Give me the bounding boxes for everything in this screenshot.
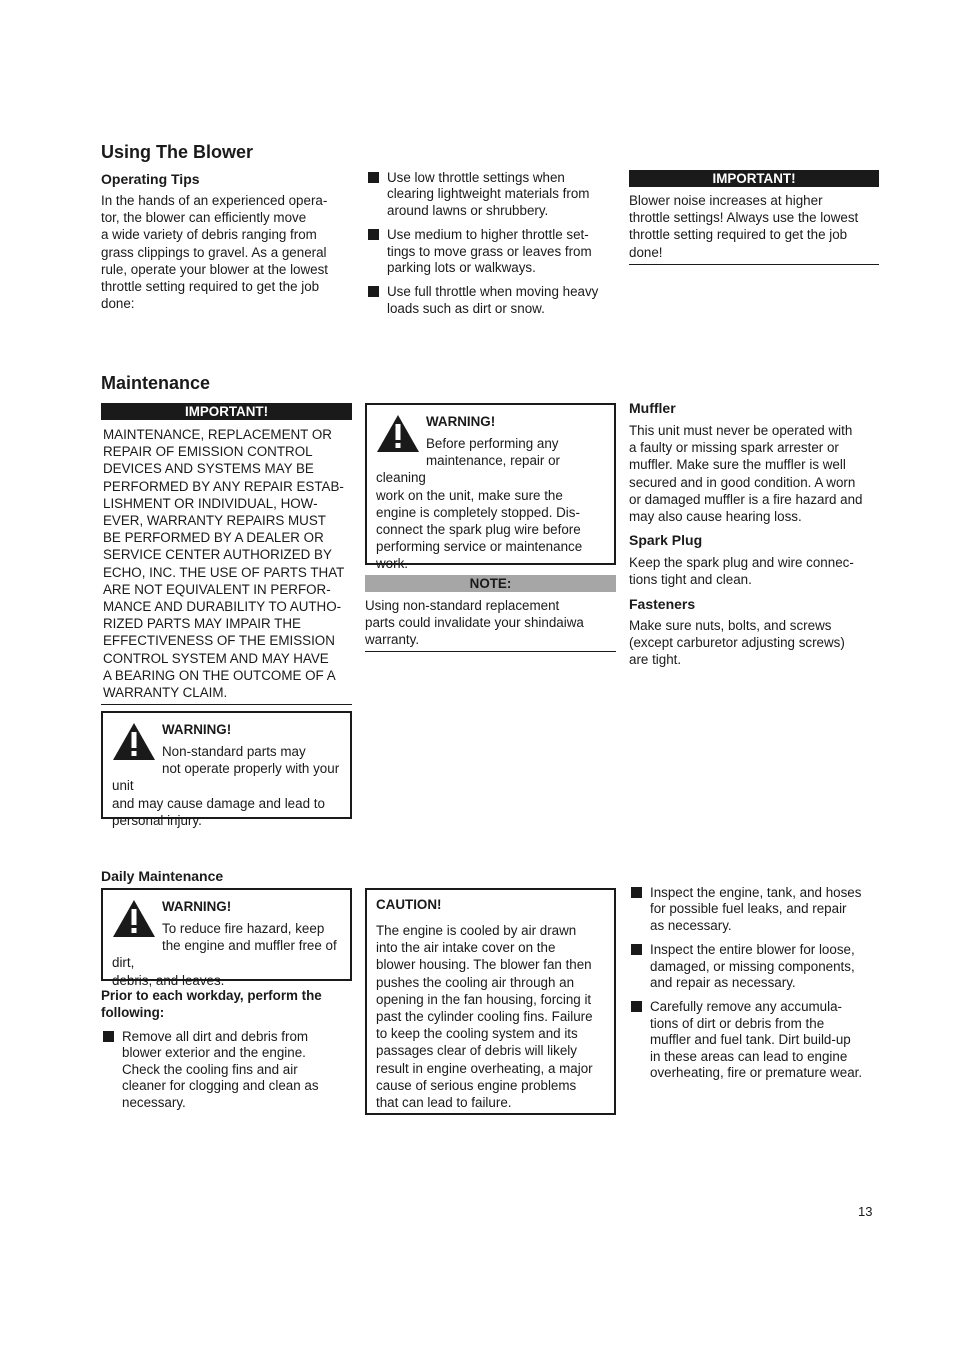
operating-tips-text: In the hands of an experienced opera- tor, the blower can efficiently move a wide variety of debris ranging from grass clippings to gravel. As a general rule, operate your blower at the lowest throttle setting required to get the job done: <box>101 193 329 312</box>
warning-label: WARNING! <box>162 722 232 737</box>
spark-plug-text: Keep the spark plug and wire connec- tions tight and clean. <box>629 555 854 588</box>
important-emission-box <box>101 403 352 705</box>
warning-stop-engine-text: Before performing any maintenance, repair or cleaning work on the unit, make sure the engine is completely stopped. Dis- connect the spark plug wire before performing service or maintenance work. <box>376 436 583 572</box>
important-noise-text: Blower noise increases at higher throttle settings! Always use the lowest throttle setting required to get the job done! <box>629 193 859 260</box>
warning-stop-engine-box <box>365 403 616 572</box>
bullet-square-icon <box>368 229 379 240</box>
caution-cooling-text: The engine is cooled by air drawn into the air intake cover on the blower housing. The blower fan then pushes the cooling air through an opening in the fan housing, forcing it past the cylinder cooling fins. Failure to keep the cooling system and its passages clear of debris will likely result in engine overheating, a major cause of serious engine problems that can lead to failure. <box>376 923 593 1111</box>
bullet-square-icon <box>368 172 379 183</box>
warning-triangle-icon <box>376 413 420 453</box>
bullet-item: Use full throttle when moving heavy loads such as dirt or snow. <box>366 284 616 317</box>
muffler-text: This unit must never be operated with a faulty or missing spark arrester or muffler. Make sure the muffler is well secured and in good condition. A worn or damaged muffler is a fire hazard and may also cause hearing loss. <box>629 423 863 525</box>
throttle-bullet-list <box>366 170 616 325</box>
important-emission-text: MAINTENANCE, REPLACEMENT OR REPAIR OF EMISSION CONTROL DEVICES AND SYSTEMS MAY BE PERFORMED BY ANY REPAIR ESTAB- LISHMENT OR INDIVIDUAL, HOW- EVER, WARRANTY REPAIRS MUST BE PERFORMED BY A DEALER OR SERVICE CENTER AUTHORIZED BY ECHO, INC. THE USE OF PARTS THAT ARE NOT EQUIVALENT IN PERFOR- MANCE AND DURABILITY TO AUTHO- RIZED PARTS MAY IMPAIR THE EFFECTIVENESS OF THE EMISSION CONTROL SYSTEM AND MAY HAVE A BEARING ON THE OUTCOME OF A WARRANTY CLAIM. <box>103 427 345 701</box>
bullet-square-icon <box>631 944 642 955</box>
warning-triangle-icon <box>112 898 156 938</box>
important-noise-box <box>629 170 879 265</box>
warning-nonstandard-box <box>101 711 352 828</box>
warning-label: WARNING! <box>426 414 496 429</box>
fasteners-text: Make sure nuts, bolts, and screws (except carburetor adjusting screws) are tight. <box>629 618 845 668</box>
bullet-item: Use low throttle settings when clearing lightweight materials from around lawns or shrubbery. <box>366 170 616 219</box>
prior-workday-heading: Prior to each workday, perform the following: <box>101 988 322 1021</box>
warning-nonstandard-text: Non-standard parts may not operate properly with your unit and may cause damage and lead to personal injury. <box>112 744 340 828</box>
bullet-square-icon <box>631 887 642 898</box>
warning-triangle-icon <box>112 721 156 761</box>
warning-fire-hazard-box <box>101 888 352 988</box>
bullet-square-icon <box>368 286 379 297</box>
note-label: NOTE: <box>365 575 616 592</box>
fasteners-heading: Fasteners <box>629 596 696 612</box>
daily-maintenance-heading: Daily Maintenance <box>101 868 224 884</box>
bullet-item: Inspect the entire blower for loose, damaged, or missing components, and repair as necessary. <box>629 942 884 991</box>
bullet-item: Inspect the engine, tank, and hoses for possible fuel leaks, and repair as necessary. <box>629 885 884 934</box>
warning-fire-hazard-text: To reduce fire hazard, keep the engine and muffler free of dirt, debris, and leaves. <box>112 921 337 988</box>
warning-label: WARNING! <box>162 899 232 914</box>
daily-right-bullet-list <box>629 885 884 1089</box>
caution-label: CAUTION! <box>376 897 442 912</box>
bullet-square-icon <box>631 1001 642 1012</box>
bullet-item: Remove all dirt and debris from blower exterior and the engine. Check the cooling fins and air cleaner for clogging and clean as necessary. <box>101 1029 352 1111</box>
daily-left-bullet-list <box>101 1029 352 1119</box>
note-box <box>365 575 616 652</box>
bullet-item: Use medium to higher throttle set- tings to move grass or leaves from parking lots or walkways. <box>366 227 616 276</box>
operating-tips-heading: Operating Tips <box>101 171 200 187</box>
bullet-square-icon <box>103 1031 114 1042</box>
bullet-item: Carefully remove any accumula- tions of dirt or debris from the muffler and fuel tank. Dirt build-up in these areas can lead to engine overheating, fire or premature wear. <box>629 999 884 1081</box>
caution-cooling-box <box>365 888 616 1115</box>
page-number: 13 <box>858 1204 873 1219</box>
section-title-maintenance: Maintenance <box>101 373 211 393</box>
note-text: Using non-standard replacement parts could invalidate your shindaiwa warranty. <box>365 598 584 648</box>
important-label: IMPORTANT! <box>101 403 352 420</box>
section-title-using: Using The Blower <box>101 142 254 162</box>
spark-plug-heading: Spark Plug <box>629 532 703 548</box>
important-label: IMPORTANT! <box>629 170 879 187</box>
muffler-heading: Muffler <box>629 400 676 416</box>
